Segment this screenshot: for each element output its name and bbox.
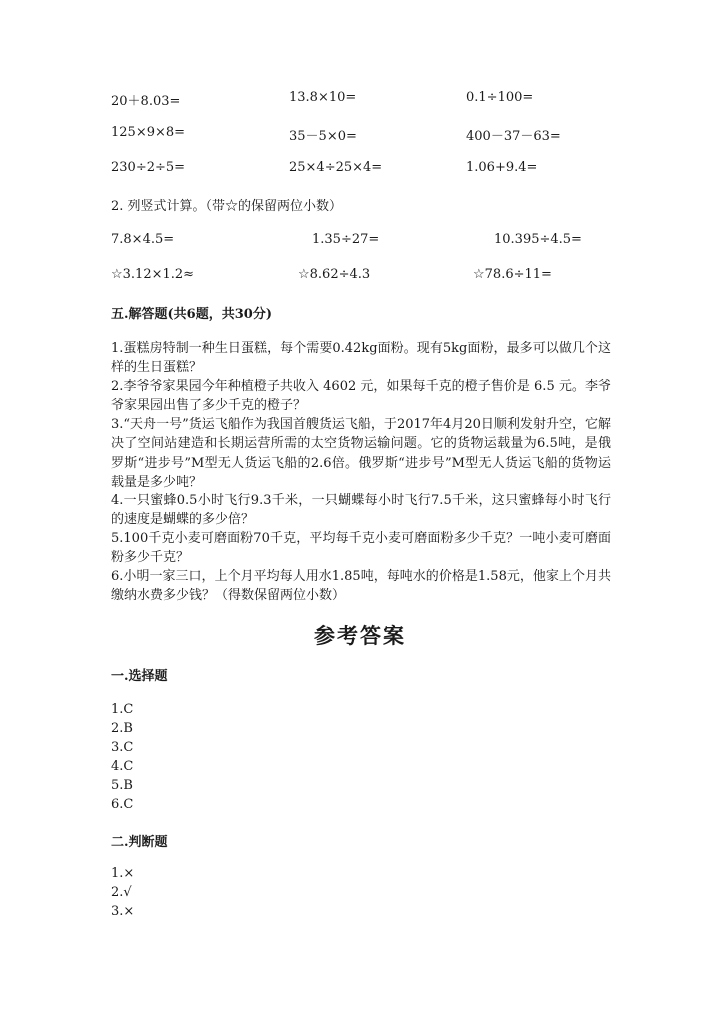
vertical-calc-2-2: ☆8.62÷4.3 — [298, 267, 371, 282]
choice-answer: 1.C — [111, 702, 134, 717]
vertical-calc-1-2: 1.35÷27= — [312, 232, 380, 247]
problem-2: 2.李爷爷家果园今年种植橙子共收入 4602 元，如果每千克的橙子售价是 6.5 元。李爷爷家果园出售了多少千克的橙子？ — [111, 379, 611, 414]
oral-calc-1-3: 0.1÷100= — [466, 90, 534, 105]
vertical-calc-1-3: 10.395÷4.5= — [494, 232, 582, 247]
oral-calc-3-1: 230÷2÷5= — [111, 160, 186, 175]
judge-answer: 3.× — [111, 904, 135, 919]
answers-title: 参考答案 — [314, 623, 406, 648]
oral-calc-2-1: 125×9×8= — [111, 125, 186, 140]
problem-6: 6.小明一家三口，上个月平均每人用水1.85吨，每吨水的价格是1.58元，他家上个月共缴纳水费多少钱？（得数保留两位小数） — [111, 569, 611, 604]
oral-calc-3-3: 1.06+9.4= — [466, 160, 538, 175]
oral-calc-1-1: 20＋8.03= — [111, 94, 181, 109]
vertical-calc-2-3: ☆78.6÷11= — [473, 267, 552, 282]
choice-answer: 6.C — [111, 797, 134, 812]
judge-heading: 二.判断题 — [111, 835, 168, 850]
vertical-calc-2-1: ☆3.12×1.2≈ — [111, 267, 195, 282]
problem-4: 4.一只蜜蜂0.5小时飞行9.3千米，一只蝴蝶每小时飞行7.5千米，这只蜜蜂每小时飞行的速度是蝴蝶的多少倍？ — [111, 493, 611, 528]
oral-calc-3-2: 25×4÷25×4= — [289, 160, 383, 175]
problem-1: 1.蛋糕房特制一种生日蛋糕，每个需要0.42kg面粉。现有5kg面粉，最多可以做几个这样的生日蛋糕？ — [111, 341, 611, 376]
choice-answer: 3.C — [111, 740, 134, 755]
problem-5: 5.100千克小麦可磨面粉70千克，平均每千克小麦可磨面粉多少千克？一吨小麦可磨面粉多少千克？ — [111, 531, 611, 566]
section5-heading: 五.解答题(共6题，共30分) — [111, 307, 272, 322]
problem-3: 3.“天舟一号”货运飞船作为我国首艘货运飞船，于2017年4月20日顺利发射升空，它解决了空间站建造和长期运营所需的太空货物运输问题。它的货物运载量为6.5吨，是俄罗斯“进步号”M型无人货运飞船的2.6倍。俄罗斯“进步号”M型无人货运飞船的货物运载量是多少吨？ — [111, 417, 611, 490]
choice-answer: 2.B — [111, 721, 133, 736]
oral-calc-1-2: 13.8×10= — [289, 90, 357, 105]
vertical-calc-1-1: 7.8×4.5= — [111, 232, 175, 247]
oral-calc-2-2: 35－5×0= — [289, 129, 357, 144]
choice-answer: 5.B — [111, 778, 133, 793]
vertical-calc-heading: 2. 列竖式计算。（带☆的保留两位小数） — [111, 199, 343, 214]
judge-answer: 2.√ — [111, 885, 132, 900]
choice-answer: 4.C — [111, 759, 134, 774]
choice-heading: 一.选择题 — [111, 669, 168, 684]
judge-answer: 1.× — [111, 866, 135, 881]
oral-calc-2-3: 400－37－63= — [466, 129, 561, 144]
